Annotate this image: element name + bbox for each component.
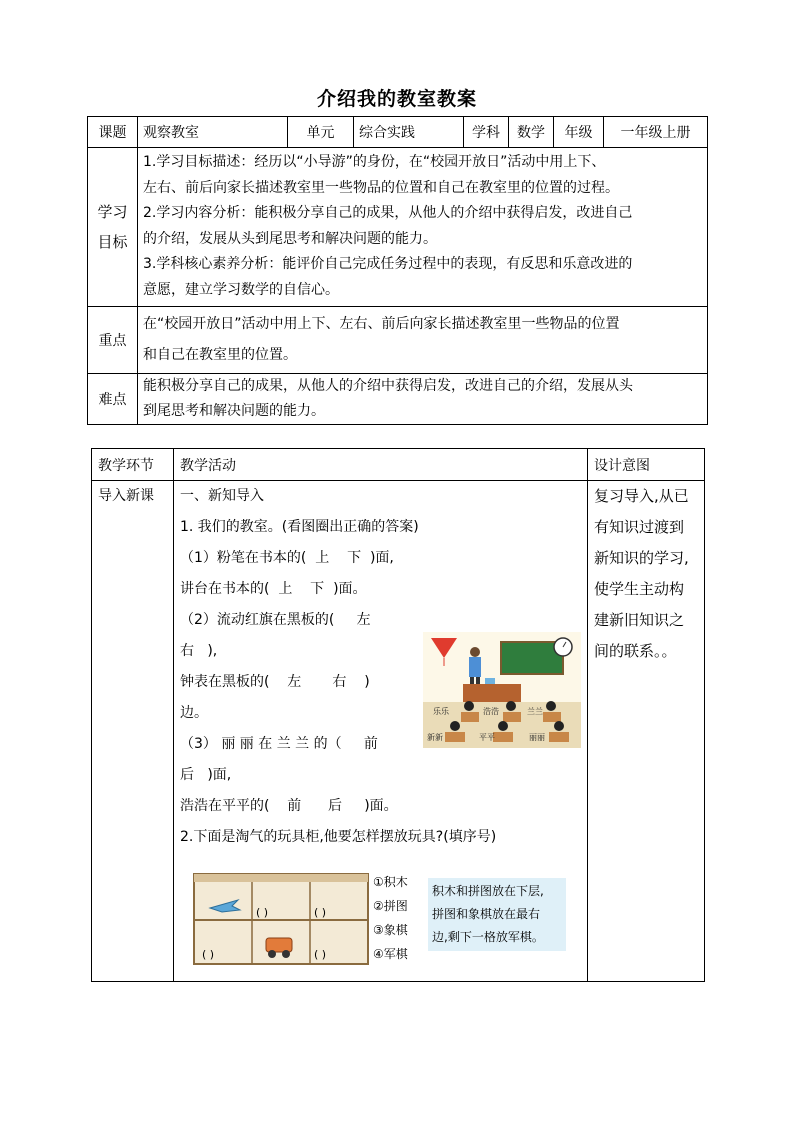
goals-label-text: 学习 目标 <box>97 202 128 251</box>
intent-line: 有知识过渡到 <box>594 518 685 536</box>
intent-line: 建新旧知识之 <box>594 611 685 629</box>
toy-hint-line: 边,剩下一格放军棋。 <box>432 930 544 944</box>
toy-option: ②拼图 <box>373 899 408 913</box>
student-label: 平平 <box>479 733 495 742</box>
shelf-blank: ( ) <box>202 948 215 961</box>
activity-line: （3） 丽 丽 在 兰 兰 的（ 前 <box>180 736 378 752</box>
student-label: 兰兰 <box>527 707 543 716</box>
goals-line: 的介绍，发展从头到尾思考和解决问题的能力。 <box>143 230 437 247</box>
activity-line: 讲台在书本的( 上 下 )面。 <box>180 581 367 597</box>
difficulty-label: 难点 <box>88 373 138 424</box>
toy-options <box>373 870 408 966</box>
key-content <box>138 306 708 373</box>
activity-line: （2）流动红旗在黑板的( 左 <box>180 612 371 628</box>
difficulty-line: 能积极分享自己的成果，从他人的介绍中获得启发，改进自己的介绍，发展从头 <box>143 377 633 394</box>
goals-line: 左右、前后向家长描述教室里一些物品的位置和自己在教室里的位置的过程。 <box>143 179 619 196</box>
subject-label: 学科 <box>464 117 509 148</box>
goals-line: 1.学习目标描述：经历以“小导游”的身份，在“校园开放日”活动中用上下、 <box>143 154 606 170</box>
stage-header: 教学环节 <box>92 449 174 481</box>
shelf-blank: ( ) <box>314 906 327 919</box>
toy-option: ①积木 <box>373 875 408 889</box>
activity-line: 1. 我们的教室。(看图圈出正确的答案) <box>180 519 419 535</box>
toy-hint-line: 积木和拼图放在下层, <box>432 884 544 898</box>
difficulty-line: 到尾思考和解决问题的能力。 <box>143 402 325 419</box>
lesson-info-table <box>87 116 708 425</box>
activity-line: 浩浩在平平的( 前 后 )面。 <box>180 798 398 814</box>
classroom-illustration <box>423 632 581 748</box>
key-label: 重点 <box>88 306 138 373</box>
activity-line: （1）粉笔在书本的( 上 下 )面, <box>180 550 394 566</box>
goals-content <box>138 148 708 307</box>
goals-line: 3.学科核心素养分析：能评价自己完成任务过程中的表现，有反思和乐意改进的 <box>143 256 633 273</box>
difficulty-content <box>138 373 708 424</box>
student-label: 新新 <box>427 733 443 742</box>
activity-line: 钟表在黑板的( 左 右 ) <box>180 674 370 690</box>
unit-value: 综合实践 <box>354 117 464 148</box>
intent-line: 复习导入,从已 <box>594 487 689 505</box>
shelf-blank: ( ) <box>256 906 269 919</box>
activity-line: 2.下面是淘气的玩具柜,他要怎样摆放玩具?(填序号) <box>180 829 497 845</box>
toy-hint-line: 拼图和象棋放在最右 <box>432 907 541 921</box>
activity-header: 教学活动 <box>174 449 588 481</box>
stage-cell: 导入新课 <box>92 481 174 982</box>
activity-line: 后 )面, <box>180 767 232 783</box>
grade-value: 一年级上册 <box>604 117 708 148</box>
book-icon <box>485 678 495 684</box>
page-title: 介绍我的教室教案 <box>316 88 477 110</box>
intent-header: 设计意图 <box>588 449 705 481</box>
student-label: 浩浩 <box>483 707 499 716</box>
key-line: 在“校园开放日”活动中用上下、左右、前后向家长描述教室里一些物品的位置 <box>143 315 620 332</box>
student-label: 乐乐 <box>433 707 449 716</box>
activity-line: 边。 <box>180 705 208 721</box>
toy-option: ④军棋 <box>373 947 408 961</box>
goals-line: 2.学习内容分析：能积极分享自己的成果，从他人的介绍中获得启发，改进自己 <box>143 205 633 222</box>
toy-option: ③象棋 <box>373 923 408 937</box>
goals-label <box>88 148 138 307</box>
intent-line: 间的联系。。 <box>594 642 677 660</box>
intent-line: 使学生主动构 <box>594 580 685 598</box>
intent-line: 新知识的学习, <box>594 549 689 567</box>
cabinet-top <box>194 874 368 882</box>
student-label: 丽丽 <box>529 733 545 742</box>
lesson-label: 课题 <box>88 117 138 148</box>
intent-cell <box>588 481 705 982</box>
clock-icon <box>554 638 572 656</box>
unit-label: 单元 <box>288 117 354 148</box>
grade-label: 年级 <box>554 117 604 148</box>
subject-value: 数学 <box>509 117 554 148</box>
key-line: 和自己在教室里的位置。 <box>143 346 297 363</box>
goals-line: 意愿，建立学习数学的自信心。 <box>143 281 339 298</box>
podium <box>463 684 521 702</box>
toy-hint-box <box>428 878 566 951</box>
shelf-blank: ( ) <box>314 948 327 961</box>
toy-cabinet-illustration <box>192 870 372 968</box>
activity-line: 右 ), <box>180 643 218 659</box>
activity-line: 一、新知导入 <box>180 488 264 504</box>
lesson-value: 观察教室 <box>138 117 288 148</box>
